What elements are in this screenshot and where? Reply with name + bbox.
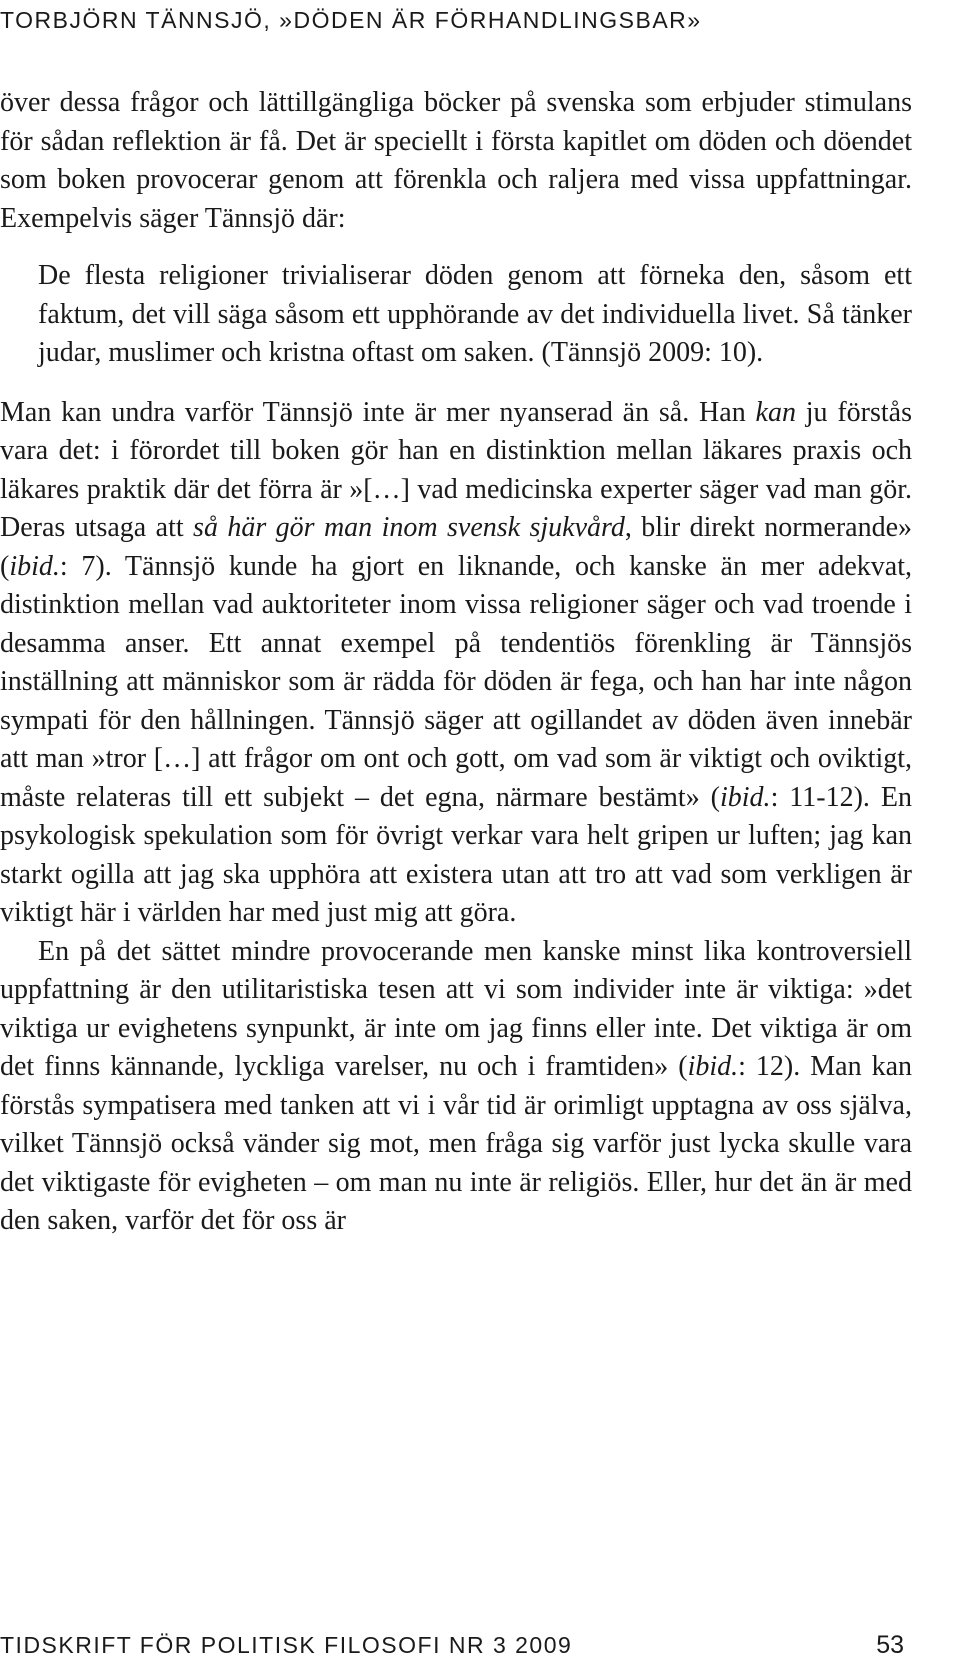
text-run: En på det sättet mindre provocerande men kanske minst lika kontroversiell uppfattning är den utilitaristiska tesen att vi som individer inte är viktiga: »det viktiga ur evighetens synpunkt, är inte om jag finns eller inte. Det viktiga är om det finns kännande, lyckliga varelser, nu och i framtiden» ( xyxy=(0,935,912,1082)
paragraph-utilitarian xyxy=(0,933,912,1241)
text-run: : 11-12). En psykologisk spekulation som för övrigt verkar vara helt gripen ur luften; jag kan starkt ogilla att jag ska upphöra att existera utan att tro att vad som verkligen är viktigt här i världen har med just mig att göra. xyxy=(0,781,912,928)
text-run: ju förstås vara det: i förordet till boken gör han en distinktion mellan läkares praxis och läkares praktik där det förra är »[…] vad medicinska experter säger vad man gör. Deras utsaga att xyxy=(0,396,913,543)
page-number: 53 xyxy=(876,1631,904,1659)
article-body xyxy=(0,84,912,1241)
paragraph-critique xyxy=(0,394,912,933)
emphasis: så här gör man inom svensk sjukvård xyxy=(193,512,625,543)
running-header: TORBJÖRN TÄNNSJÖ, »DÖDEN ÄR FÖRHANDLINGSBAR» xyxy=(0,7,702,33)
running-footer xyxy=(0,1626,960,1664)
text-run: , blir direkt normerande» ( xyxy=(0,512,913,582)
text-run: : 12). Man kan förstås sympatisera med tanken att vi i vår tid är orimligt upptagna av oss själva, vilket Tännsjö också vänder sig mot, men fråga sig varför just lycka skulle vara det viktigaste för evigheten – om man nu inte är religiös. Eller, hur det än är med den saken, varför det för oss är xyxy=(0,1051,913,1236)
citation-ibid: ibid. xyxy=(687,1051,739,1082)
paragraph-intro: över dessa frågor och lättillgängliga böcker på svenska som erbjuder stimulans för sådan reflektion är få. Det är speciellt i första kapitlet om döden och döendet som boken provocerar genom att förenkla och raljera med vissa uppfattningar. Exempelvis säger Tännsjö där: xyxy=(0,87,912,234)
journal-title: TIDSKRIFT FÖR POLITISK FILOSOFI NR 3 2009 xyxy=(0,1632,573,1658)
text-run: : 7). Tännsjö kunde ha gjort en liknande, och kanske än mer adekvat, distinktion mellan vad auktoriteter inom vissa religioner säger och vad troende i desamma anser. Ett annat exempel på tendentiös förenkling är Tännsjös inställning att människor som är rädda för döden är fega, och han har inte någon sympati för den hållningen. Tännsjö säger att ogillandet av döden även innebär att man »tror […] att frågor om ont och gott, om vad som är viktigt och oviktigt, måste relateras till ett subjekt – det egna, närmare bestämt» ( xyxy=(0,550,912,813)
emphasis: kan xyxy=(755,396,796,428)
citation-ibid: ibid. xyxy=(720,781,771,813)
block-quote: De flesta religioner trivialiserar döden genom att förneka den, såsom ett faktum, det vill säga såsom ett upphörande av det individuella livet. Så tänker judar, muslimer och kristna oftast om saken. (Tännsjö 2009: 10). xyxy=(38,260,912,368)
citation-ibid: ibid. xyxy=(9,550,60,582)
text-run: Man kan undra varför Tännsjö inte är mer nyanserad än så. Han xyxy=(0,396,756,428)
